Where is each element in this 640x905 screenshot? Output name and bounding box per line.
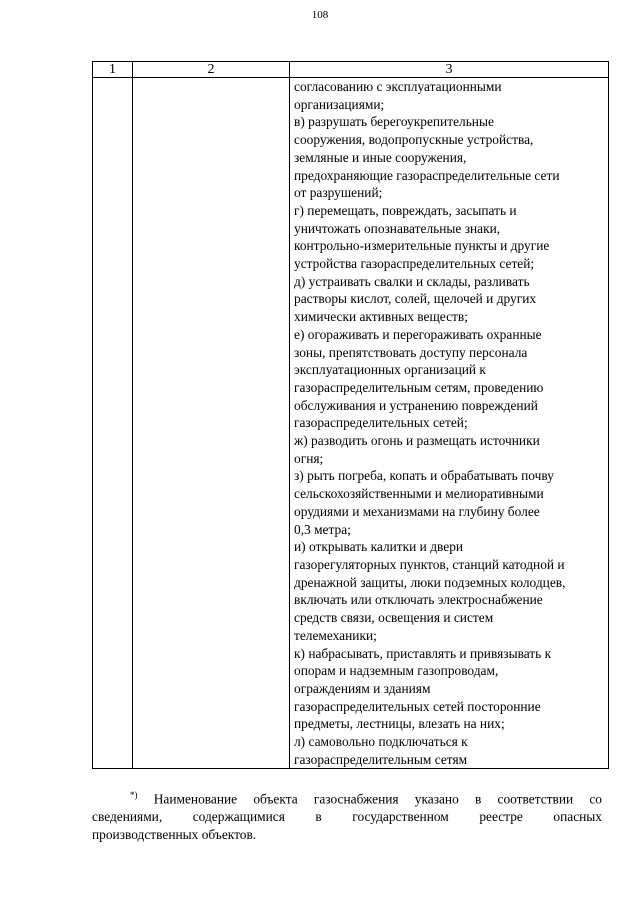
text-line: согласованию с эксплуатационными [294, 79, 502, 94]
text-line: ограждениям и зданиям [294, 680, 431, 696]
footnote [92, 786, 602, 844]
text-line: опорам и надземным газопроводам, [294, 663, 499, 679]
document-table [92, 61, 609, 769]
text-line: земляные и иные сооружения, [294, 149, 467, 165]
text-line: орудиями и механизмами на глубину более [294, 503, 540, 519]
table-header-row [93, 62, 609, 78]
text-line: газораспределительным сетям [294, 751, 468, 767]
text-line: включать или отключать электроснабжение [294, 592, 543, 608]
text-line: дренажной защиты, люки подземных колодцев, [294, 574, 566, 590]
text-line: газораспределительных сетей посторонние [294, 698, 541, 714]
text-line: ж) разводить огонь и размещать источники [294, 433, 540, 449]
text-line: зоны, препятствовать доступу персонала [294, 344, 528, 360]
header-col-2: 2 [133, 62, 290, 78]
text-line: устройства газораспределительных сетей; [294, 256, 535, 272]
cell-col-3 [290, 78, 609, 769]
col3-text [290, 78, 608, 768]
text-line: сельскохозяйственными и мелиоративными [294, 486, 544, 502]
header-col-1: 1 [93, 62, 133, 78]
text-line: растворы кислот, солей, щелочей и других [294, 291, 537, 307]
footnote-line-2: сведениями, содержащимися в государственном реестре опасных [92, 809, 602, 825]
text-line: огня; [294, 450, 324, 466]
text-line: газораспределительным сетям, проведению [294, 379, 544, 395]
footnote-line-3: производственных объектов. [92, 827, 257, 843]
text-line: газорегуляторных пунктов, станций катодной и [294, 556, 565, 572]
cell-col-1 [93, 78, 133, 769]
text-line: предохраняющие газораспределительные сети [294, 167, 560, 183]
text-line: л) самовольно подключаться к [294, 734, 468, 750]
text-line: химически активных веществ; [294, 309, 468, 325]
text-line: телемеханики; [294, 627, 377, 643]
page-number: 108 [311, 9, 329, 21]
text-line: сооружения, водопропускные устройства, [294, 132, 534, 148]
text-line: обслуживания и устранению повреждений [294, 397, 538, 413]
text-line: г) перемещать, повреждать, засыпать и [294, 202, 517, 218]
text-line: от разрушений; [294, 185, 383, 201]
text-line: е) огораживать и перегораживать охранные [294, 326, 542, 342]
table-row [93, 78, 609, 769]
text-line: средств связи, освещения и систем [294, 610, 494, 626]
text-line: газораспределительных сетей; [294, 415, 468, 431]
footnote-line-1 [92, 786, 602, 808]
text-line: организациями; [294, 96, 385, 112]
text-line: и) открывать калитки и двери [294, 539, 464, 555]
cell-col-2 [133, 78, 290, 769]
text-line: з) рыть погреба, копать и обрабатывать почву [294, 468, 554, 484]
text-line: 0,3 метра; [294, 521, 351, 537]
text-line: контрольно-измерительные пункты и другие [294, 238, 550, 254]
footnote-line-1-text: Наименование объекта газоснабжения указано в соответствии со [153, 791, 602, 807]
text-line: уничтожать опознавательные знаки, [294, 220, 501, 236]
text-line: предметы, лестницы, влезать на них; [294, 716, 505, 732]
footnote-marker: *) [130, 790, 138, 800]
text-line: эксплуатационных организаций к [294, 362, 486, 378]
header-col-3: 3 [290, 62, 609, 78]
text-line: д) устраивать свалки и склады, разливать [294, 273, 530, 289]
text-line: к) набрасывать, приставлять и привязывать к [294, 645, 552, 661]
text-line: в) разрушать берегоукрепительные [294, 114, 494, 130]
